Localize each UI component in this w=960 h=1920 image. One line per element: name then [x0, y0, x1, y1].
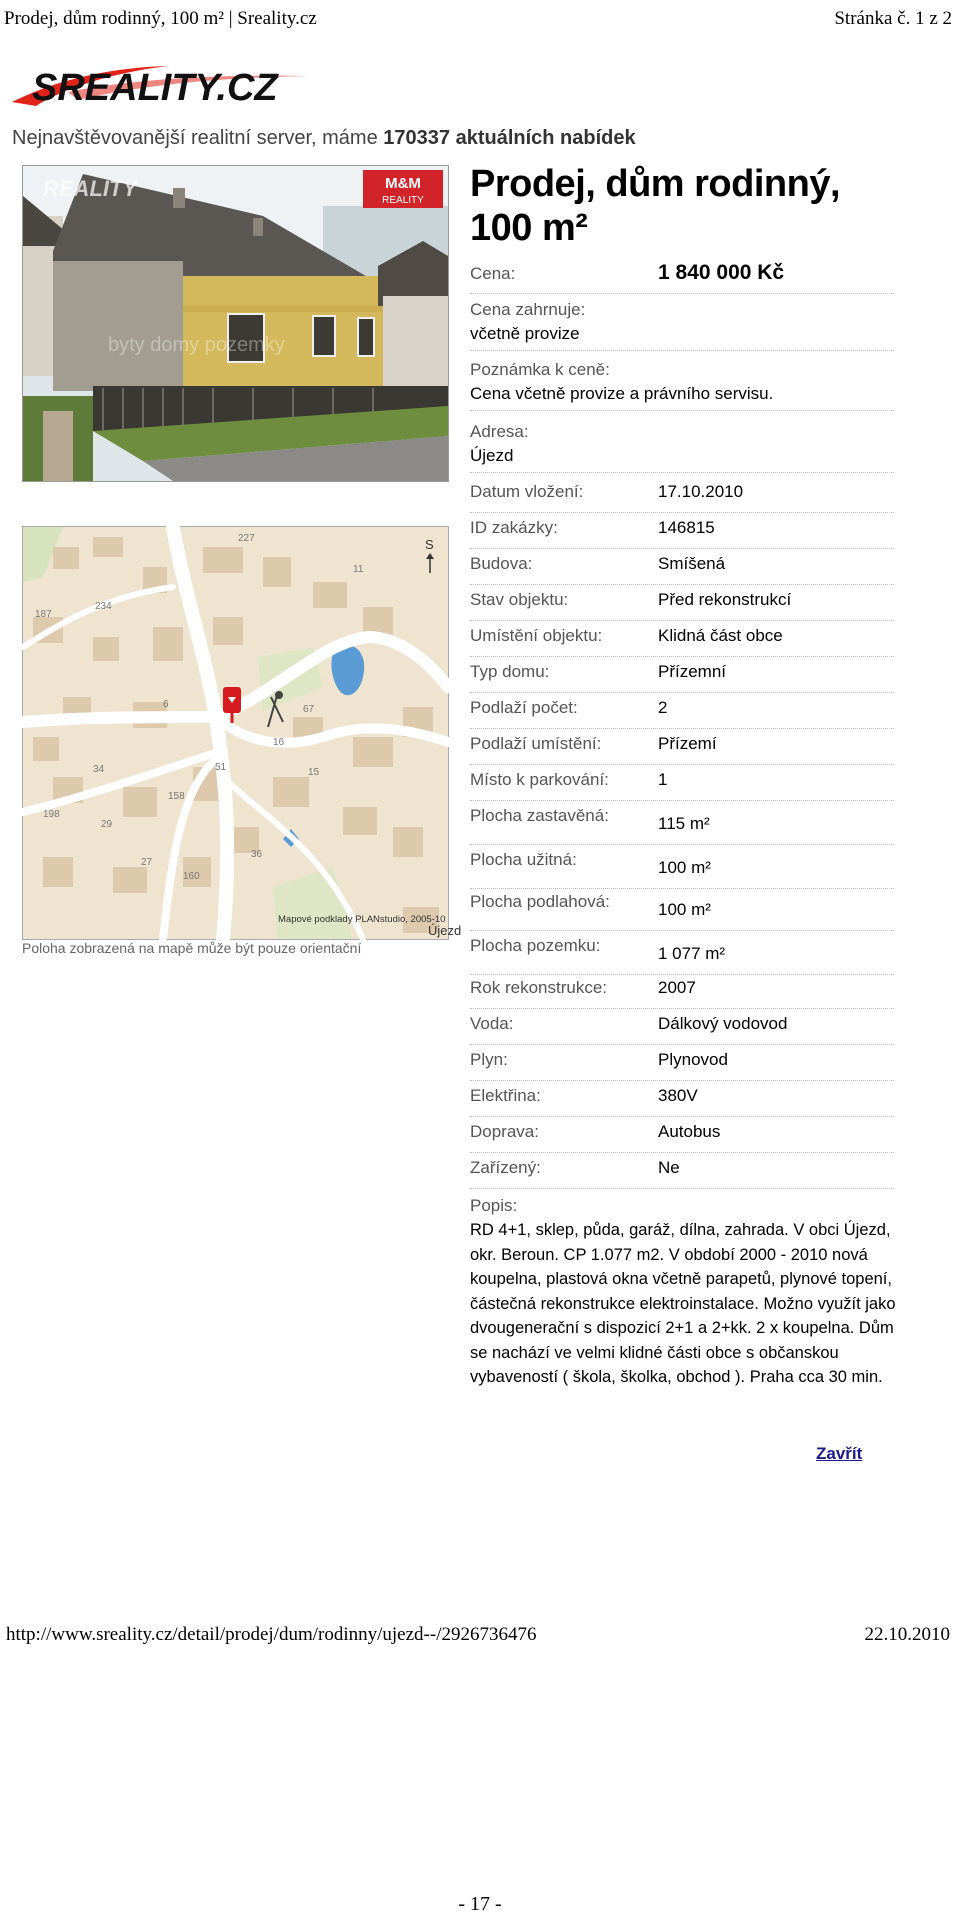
param-row-date	[470, 482, 894, 513]
param-value: 100 m²	[658, 900, 711, 919]
param-row-usable-area	[470, 850, 894, 889]
param-value: Před rekonstrukcí	[658, 590, 792, 609]
param-row-land-area	[470, 936, 894, 975]
map-number-8: 51	[215, 762, 227, 773]
param-value: 115 m²	[658, 814, 710, 833]
tagline-after: aktuálních nabídek	[450, 127, 636, 149]
map-number-1: 227	[238, 533, 255, 544]
param-row-floor-area	[470, 892, 894, 931]
param-row-built-area	[470, 806, 894, 845]
param-row-floor-location	[470, 734, 894, 765]
param-label: Plocha užitná:	[470, 850, 577, 869]
map-number-2: 11	[353, 564, 364, 575]
map-number-15: 36	[251, 849, 263, 860]
map-number-11: 198	[43, 809, 60, 820]
param-value: Smíšená	[658, 554, 726, 573]
param-value: 146815	[658, 518, 715, 537]
map-north-label: S	[425, 537, 434, 552]
map-number-12: 29	[101, 819, 113, 830]
sreality-logo[interactable]	[8, 62, 338, 110]
address-label: Adresa:	[470, 422, 529, 441]
param-label: Podlaží počet:	[470, 698, 578, 717]
param-label: Budova:	[470, 554, 533, 573]
map-number-4: 234	[95, 601, 112, 612]
param-label: Umístění objektu:	[470, 626, 603, 645]
param-row-water	[470, 1014, 894, 1045]
map-number-7: 34	[93, 764, 105, 775]
param-row-floors	[470, 698, 894, 729]
tagline-before: Nejnavštěvovanější realitní server, máme	[12, 127, 384, 149]
print-footer-url: http://www.sreality.cz/detail/prodej/dum/rodinny/ujezd--/2926736476	[6, 1624, 537, 1645]
param-row-condition	[470, 590, 894, 621]
map-number-9: 15	[308, 767, 320, 778]
page-number: - 17 -	[458, 1893, 502, 1915]
description-label: Popis:	[470, 1196, 518, 1215]
param-value: Autobus	[658, 1122, 721, 1141]
param-value: 2007	[658, 978, 696, 997]
param-row-building	[470, 554, 894, 585]
param-value: 380V	[658, 1086, 698, 1105]
param-label: Podlaží umístění:	[470, 734, 602, 753]
map-number-5: 6	[163, 699, 169, 710]
price-label: Cena:	[470, 264, 516, 283]
param-row-gas	[470, 1050, 894, 1081]
address-value: Újezd	[470, 446, 514, 465]
param-row-house-type	[470, 662, 894, 693]
param-label: Voda:	[470, 1014, 514, 1033]
param-row-location	[470, 626, 894, 657]
param-value: 17.10.2010	[658, 482, 744, 501]
param-value: Dálkový vodovod	[658, 1014, 788, 1033]
param-value: 2	[658, 698, 668, 717]
map-number-16: 16	[273, 737, 285, 748]
price-includes-label: Cena zahrnuje:	[470, 300, 586, 319]
param-value: Plynovod	[658, 1050, 728, 1069]
photo-badge-bottom: REALITY	[382, 195, 424, 206]
location-map[interactable]	[22, 526, 462, 940]
param-label: Datum vložení:	[470, 482, 584, 501]
tagline	[12, 127, 636, 150]
param-label: Rok rekonstrukce:	[470, 978, 607, 997]
price-includes-value: včetně provize	[470, 324, 580, 343]
param-label: Elektřina:	[470, 1086, 541, 1105]
param-value: 1	[658, 770, 668, 789]
param-value: 1 077 m²	[658, 944, 726, 963]
param-label: Typ domu:	[470, 662, 550, 681]
map-credit: Mapové podklady PLANstudio, 2005-10	[278, 914, 446, 925]
param-label: Plocha podlahová:	[470, 892, 610, 911]
photo-badge-top: M&M	[385, 175, 421, 192]
map-note: Poloha zobrazená na mapě může být pouze orientační	[22, 940, 362, 956]
price-note-value: Cena včetně provize a právního servisu.	[470, 384, 774, 403]
logo-text: SREALITY.CZ	[32, 67, 278, 109]
print-header-title: Prodej, dům rodinný, 100 m² | Sreality.cz	[4, 8, 317, 29]
price-includes-row	[470, 300, 894, 351]
param-value: Přízemní	[658, 662, 727, 681]
close-link[interactable]: Zavřít	[816, 1444, 863, 1463]
param-label: Plocha pozemku:	[470, 936, 601, 955]
param-label: Plyn:	[470, 1050, 508, 1069]
param-row-parking	[470, 770, 894, 801]
price-row	[470, 260, 894, 294]
param-value: Klidná část obce	[658, 626, 783, 645]
map-number-14: 27	[141, 857, 153, 868]
param-row-id	[470, 518, 894, 549]
param-label: Zařízený:	[470, 1158, 541, 1177]
map-number-6: 67	[303, 704, 315, 715]
param-row-furnished	[470, 1158, 894, 1189]
param-row-transport	[470, 1122, 894, 1153]
param-value: Ne	[658, 1158, 680, 1177]
param-label: ID zakázky:	[470, 518, 558, 537]
map-number-10: 158	[168, 791, 185, 802]
address-row	[470, 422, 894, 473]
photo-watermark-text: byty domy pozemky	[108, 334, 285, 356]
price-value: 1 840 000 Kč	[658, 261, 785, 284]
param-label: Místo k parkování:	[470, 770, 609, 789]
print-footer-date: 22.10.2010	[864, 1624, 950, 1645]
param-label: Doprava:	[470, 1122, 539, 1141]
print-header-page: Stránka č. 1 z 2	[834, 8, 952, 29]
description-text: RD 4+1, sklep, půda, garáž, dílna, zahrada. V obci Újezd, okr. Beroun. CP 1.077 m2. V období 2000 - 2010 nová koupelna, plastová okna včetně parapetů, plynové topení, částečná rekonstrukce elektroinstalace. Možno využít jako dvougenerační s dispozicí 2+1 a 2+kk. 2 x koupelna. Dům se nachází ve velmi klidné části obce s občanskou vybaveností ( škola, školka, obchod ). Praha cca 30 min.	[470, 1221, 896, 1386]
price-note-label: Poznámka k ceně:	[470, 360, 610, 379]
param-row-reconstruction-year	[470, 978, 894, 1009]
tagline-count: 170337	[383, 127, 451, 149]
photo-watermark: REALITY	[43, 176, 138, 201]
param-row-electricity	[470, 1086, 894, 1117]
property-photo[interactable]	[22, 165, 449, 482]
price-note-row	[470, 360, 894, 411]
listing-title: Prodej, dům rodinný, 100 m²	[470, 163, 841, 249]
map-place: Újezd	[428, 923, 462, 938]
param-value: Přízemí	[658, 734, 717, 753]
map-number-13: 160	[183, 871, 200, 882]
param-value: 100 m²	[658, 858, 711, 877]
param-label: Stav objektu:	[470, 590, 569, 609]
map-number-3: 187	[35, 609, 52, 620]
param-label: Plocha zastavěná:	[470, 806, 609, 825]
